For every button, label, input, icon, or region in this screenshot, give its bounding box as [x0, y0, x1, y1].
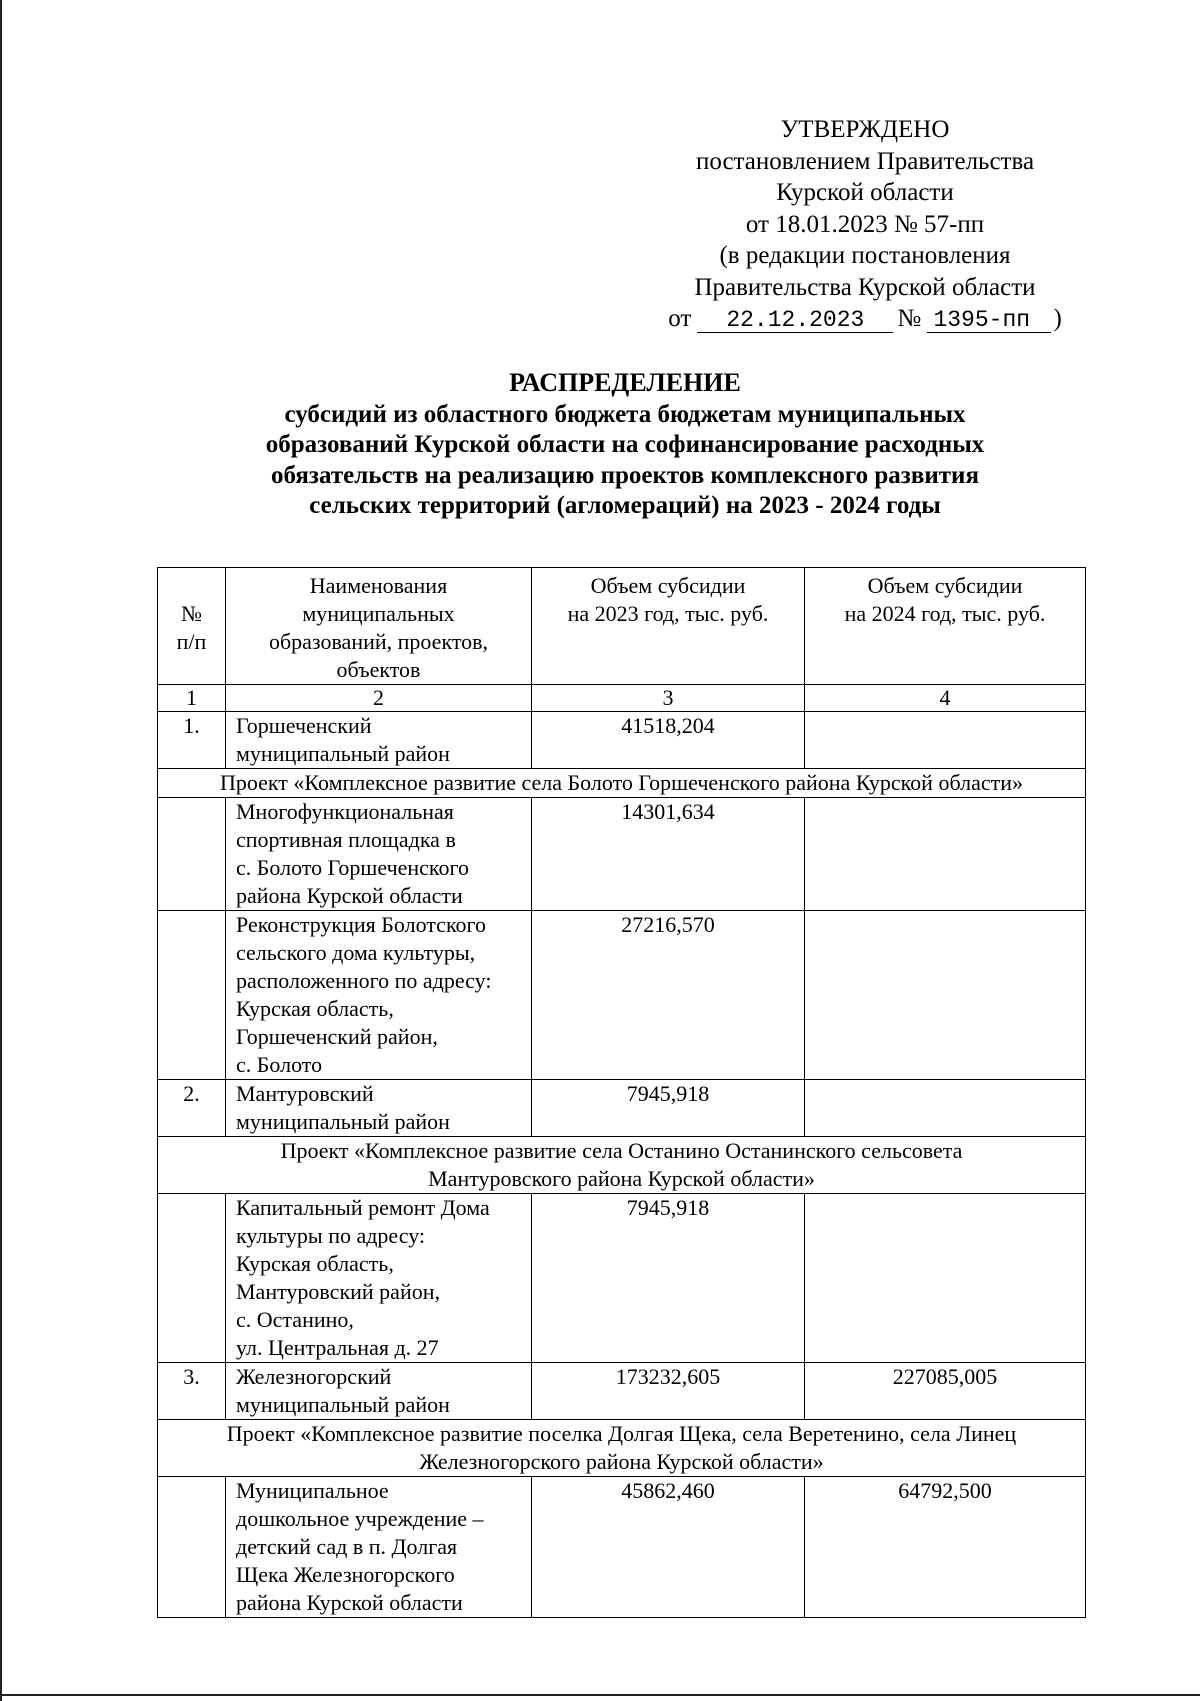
value-2023: 7945,918 [532, 1194, 805, 1363]
project-row [158, 1420, 1086, 1477]
column-index: 3 [532, 685, 805, 712]
row-number [158, 1194, 226, 1363]
project-row [158, 1137, 1086, 1194]
header-num: № п/п [158, 568, 226, 685]
value-2024: 64792,500 [805, 1477, 1086, 1618]
row-name: Горшеченский муниципальный район [226, 712, 532, 769]
project-title: Проект «Комплексное развитие поселка Долгая Щека, села Веретенино, села Линец Железногорского района Курской области» [158, 1420, 1086, 1477]
table-row [158, 798, 1086, 911]
column-index-row [158, 685, 1086, 712]
closing-paren: ) [1053, 305, 1062, 332]
row-name: Реконструкция Болотского сельского дома культуры, расположенного по адресу: Курская область, Горшеченский район, с. Болото [226, 911, 532, 1080]
table-row [158, 1194, 1086, 1363]
document-title [130, 368, 1120, 522]
value-2024: 227085,005 [805, 1363, 1086, 1420]
value-2024 [805, 712, 1086, 769]
value-2023: 7945,918 [532, 1080, 805, 1137]
table-row [158, 1080, 1086, 1137]
approval-heading: УТВЕРЖДЕНО [780, 116, 950, 143]
value-2024 [805, 798, 1086, 911]
title-line: образований Курской области на софинансирование расходных [265, 431, 985, 458]
column-index: 4 [805, 685, 1086, 712]
row-number: 3. [158, 1363, 226, 1420]
approval-line: от 18.01.2023 № 57-пп [745, 210, 985, 238]
scan-edge-bottom [0, 1694, 1200, 1696]
approval-block [640, 114, 1090, 335]
value-2024 [805, 1194, 1086, 1363]
column-index: 2 [226, 685, 532, 712]
header-2023: Объем субсидии на 2023 год, тыс. руб. [532, 568, 805, 685]
approval-line: (в редакции постановления [719, 242, 1011, 269]
subsidy-table [157, 567, 1086, 1618]
table-row [158, 1363, 1086, 1420]
approval-line: Правительства Курской области [694, 273, 1036, 301]
approval-line: постановлением Правительства [695, 147, 1035, 175]
value-2023: 41518,204 [532, 712, 805, 769]
amendment-line [640, 303, 1090, 335]
row-number: 1. [158, 712, 226, 769]
title-line: сельских территорий (агломераций) на 2023 - 2024 годы [309, 492, 941, 519]
project-title: Проект «Комплексное развитие села Болото Горшеченского района Курской области» [158, 769, 1086, 798]
from-label: от [668, 305, 692, 332]
row-name: Капитальный ремонт Дома культуры по адресу: Курская область, Мантуровский район, с. Останино, ул. Центральная д. 27 [226, 1194, 532, 1363]
row-number: 2. [158, 1080, 226, 1137]
column-index: 1 [158, 685, 226, 712]
title-heading: РАСПРЕДЕЛЕНИЕ [509, 368, 741, 397]
table-row [158, 911, 1086, 1080]
row-name: Многофункциональная спортивная площадка в с. Болото Горшеченского района Курской области [226, 798, 532, 911]
row-name: Муниципальное дошкольное учреждение – детский сад в п. Долгая Щека Железногорского района Курской области [226, 1477, 532, 1618]
row-number [158, 1477, 226, 1618]
row-number [158, 911, 226, 1080]
project-row [158, 769, 1086, 798]
value-2023: 173232,605 [532, 1363, 805, 1420]
value-2024 [805, 1080, 1086, 1137]
table-row [158, 1477, 1086, 1618]
title-line: субсидий из областного бюджета бюджетам муниципальных [284, 400, 966, 428]
scan-edge-left [0, 0, 2, 1701]
amendment-number: 1395-пп [927, 308, 1051, 333]
header-row [158, 568, 1086, 685]
row-name: Железногорский муниципальный район [226, 1363, 532, 1420]
value-2023: 27216,570 [532, 911, 805, 1080]
row-number [158, 798, 226, 911]
header-2024: Объем субсидии на 2024 год, тыс. руб. [805, 568, 1086, 685]
header-name: Наименования муниципальных образований, проектов, объектов [226, 568, 532, 685]
approval-line: Курской области [776, 179, 954, 206]
value-2024 [805, 911, 1086, 1080]
value-2023: 45862,460 [532, 1477, 805, 1618]
row-name: Мантуровский муниципальный район [226, 1080, 532, 1137]
amendment-date: 22.12.2023 [697, 308, 893, 333]
title-line: обязательств на реализацию проектов комплексного развития [271, 461, 979, 489]
table-row [158, 712, 1086, 769]
number-label: № [897, 305, 922, 332]
value-2023: 14301,634 [532, 798, 805, 911]
project-title: Проект «Комплексное развитие села Останино Останинского сельсовета Мантуровского района Курской области» [158, 1137, 1086, 1194]
